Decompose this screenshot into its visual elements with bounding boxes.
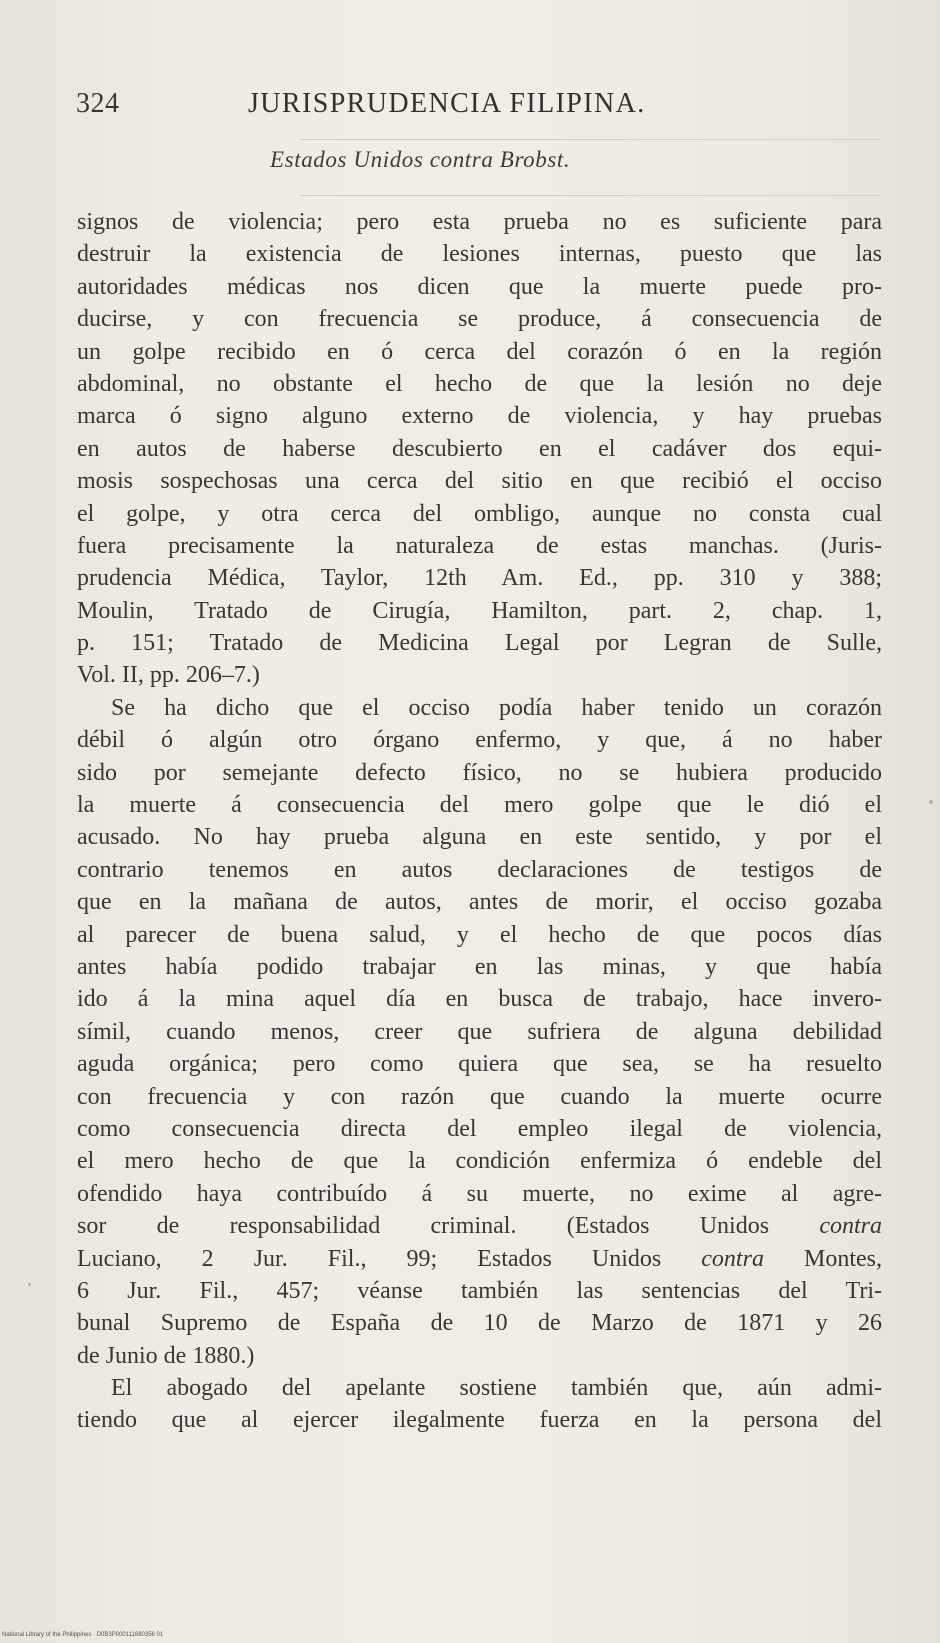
- text-line: el golpe, y otra cerca del ombligo, aunque no consta cual: [77, 500, 882, 527]
- header-divider: [300, 139, 880, 140]
- page-speck: [929, 800, 933, 804]
- paragraph-start-line: El abogado del apelante sostiene también que, aún admi-: [111, 1375, 882, 1402]
- text-line: prudencia Médica, Taylor, 12th Am. Ed., pp. 310 y 388;: [77, 565, 882, 592]
- body-text: [77, 206, 882, 1437]
- text-line: al parecer de buena salud, y el hecho de que pocos días: [77, 921, 882, 948]
- text-line: débil ó algún otro órgano enfermo, y que, á no haber: [77, 727, 882, 754]
- text-line: ducirse, y con frecuencia se produce, á consecuencia de: [77, 306, 882, 333]
- text-line: acusado. No hay prueba alguna en este sentido, y por el: [77, 824, 882, 851]
- text-line: el mero hecho de que la condición enfermiza ó endeble del: [77, 1148, 882, 1175]
- text-line: antes había podido trabajar en las minas, y que había: [77, 953, 882, 980]
- case-title: Estados Unidos contra Brobst.: [270, 147, 571, 172]
- text-line: marca ó signo alguno externo de violencia, y hay pruebas: [77, 403, 882, 430]
- case-title-divider: [300, 195, 880, 196]
- page-speck: [28, 1283, 31, 1286]
- text-line: un golpe recibido en ó cerca del corazón ó en la región: [77, 338, 882, 365]
- text-line: sido por semejante defecto físico, no se hubiera producido: [77, 759, 882, 786]
- text-line: Luciano, 2 Jur. Fil., 99; Estados Unidos contra Montes,: [77, 1245, 882, 1272]
- italic-word: contra: [701, 1245, 764, 1272]
- text-line: con frecuencia y con razón que cuando la muerte ocurre: [77, 1083, 882, 1110]
- text-line: contrario tenemos en autos declaraciones de testigos de: [77, 856, 882, 883]
- paragraph-start-line: Se ha dicho que el occiso podía haber tenido un corazón: [111, 694, 882, 721]
- text-line: 6 Jur. Fil., 457; véanse también las sentencias del Tri-: [77, 1277, 882, 1304]
- text-line: en autos de haberse descubierto en el cadáver dos equi-: [77, 435, 882, 462]
- text-line: Moulin, Tratado de Cirugía, Hamilton, part. 2, chap. 1,: [77, 597, 882, 624]
- text-line: símil, cuando menos, creer que sufriera de alguna debilidad: [77, 1018, 882, 1045]
- text-line: abdominal, no obstante el hecho de que la lesión no deje: [77, 370, 882, 397]
- text-line: Vol. II, pp. 206–7.): [77, 662, 260, 689]
- library-stamp: National Library of the Philippines · D0B3P000111680356 01: [2, 1632, 164, 1638]
- page-header: [76, 88, 880, 132]
- text-line: destruir la existencia de lesiones internas, puesto que las: [77, 241, 882, 268]
- text-line: que en la mañana de autos, antes de morir, el occiso gozaba: [77, 889, 882, 916]
- text-line: ido á la mina aquel día en busca de trabajo, hace invero-: [77, 986, 882, 1013]
- text-line: como consecuencia directa del empleo ilegal de violencia,: [77, 1115, 882, 1142]
- text-line: de Junio de 1880.): [77, 1342, 255, 1369]
- text-line: bunal Supremo de España de 10 de Marzo de 1871 y 26: [77, 1310, 882, 1337]
- page-number: 324: [76, 88, 120, 119]
- text-line: la muerte á consecuencia del mero golpe que le dió el: [77, 792, 882, 819]
- running-title: JURISPRUDENCIA FILIPINA.: [248, 88, 646, 119]
- text-line: fuera precisamente la naturaleza de estas manchas. (Juris-: [77, 532, 882, 559]
- italic-word: contra: [819, 1213, 882, 1240]
- text-line: sor de responsabilidad criminal. (Estados Unidos contra: [77, 1213, 882, 1240]
- text-line: p. 151; Tratado de Medicina Legal por Legran de Sulle,: [77, 630, 882, 657]
- text-line: ofendido haya contribuído á su muerte, no exime al agre-: [77, 1180, 882, 1207]
- text-line: tiendo que al ejercer ilegalmente fuerza en la persona del: [77, 1407, 882, 1434]
- text-line: autoridades médicas nos dicen que la muerte puede pro-: [77, 273, 882, 300]
- text-line: signos de violencia; pero esta prueba no es suficiente para: [77, 209, 882, 235]
- text-line: aguda orgánica; pero como quiera que sea, se ha resuelto: [77, 1051, 882, 1078]
- text-line: mosis sospechosas una cerca del sitio en que recibió el occiso: [77, 468, 882, 495]
